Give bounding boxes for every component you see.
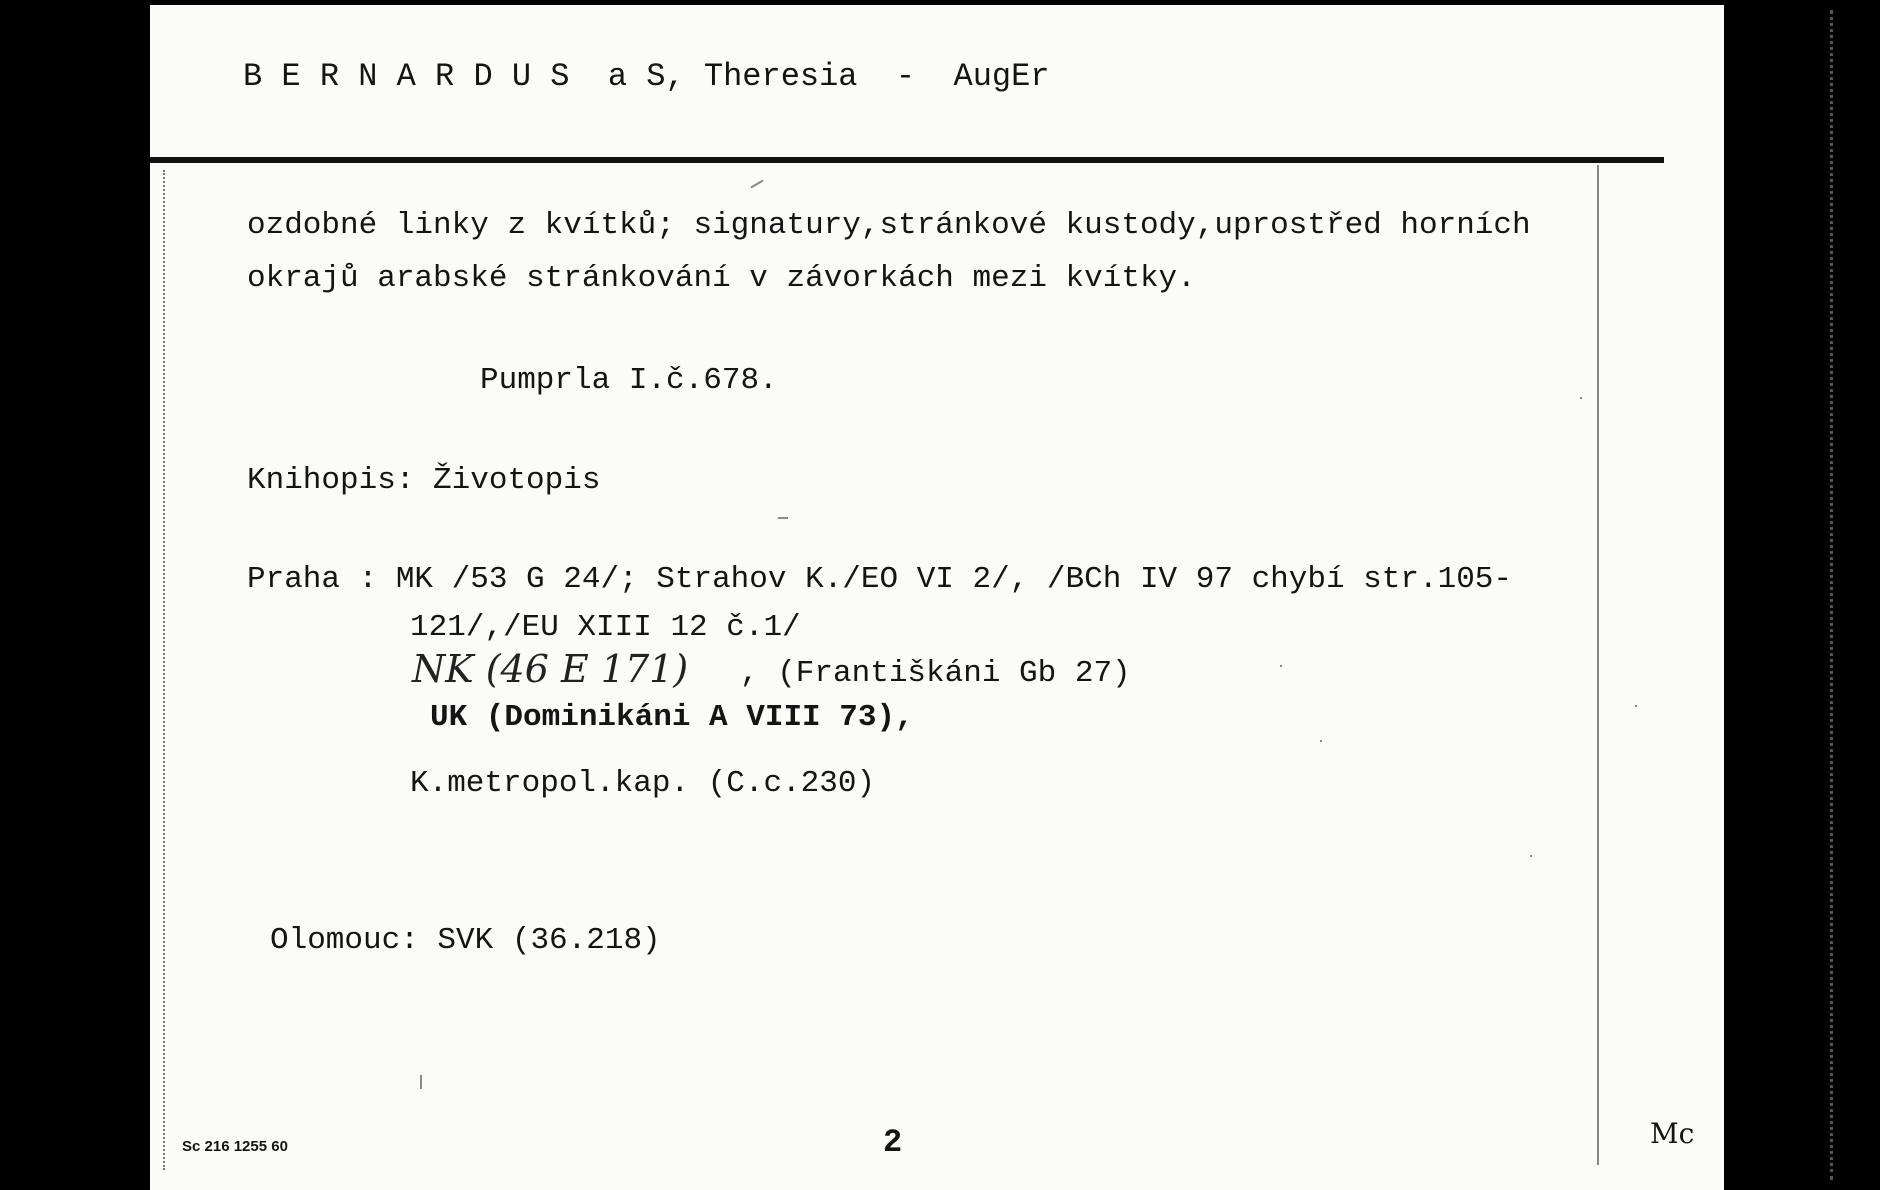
- scan-speck: [778, 517, 788, 519]
- left-margin-line: [163, 170, 165, 1170]
- scan-speck: [1320, 740, 1322, 742]
- cataloger-initials: Mc: [1650, 1117, 1695, 1150]
- scan-speck: [1530, 855, 1532, 857]
- handwritten-nk-shelfmark: NK (46 E 171): [412, 647, 689, 691]
- print-code: Sc 216 1255 60: [182, 1138, 288, 1155]
- franciscan-holding: , (Františkáni Gb 27): [740, 656, 1131, 691]
- scan-speck: [1635, 705, 1637, 707]
- praha-holdings-line-2: 121/,/EU XIII 12 č.1/: [410, 610, 801, 645]
- pumprla-reference: Pumprla I.č.678.: [480, 363, 778, 398]
- page-number: 2: [883, 1124, 903, 1161]
- praha-holdings-line-1: Praha : MK /53 G 24/; Strahov K./EO VI 2/, /BCh IV 97 chybí str.105-: [247, 562, 1513, 597]
- uk-dominican-holding: UK (Dominikáni A VIII 73),: [430, 700, 914, 735]
- scan-speck: [1580, 397, 1582, 399]
- scan-speck: [750, 180, 763, 189]
- catalog-card: [150, 5, 1724, 1190]
- scan-speck: [1280, 665, 1282, 667]
- card-header-title: B E R N A R D U S a S, Theresia - AugEr: [243, 58, 1050, 95]
- right-margin-line: [1597, 165, 1599, 1165]
- description-line-1: ozdobné linky z kvítků; signatury,stránkové kustody,uprostřed horních: [247, 208, 1531, 243]
- knihopis-reference: Knihopis: Životopis: [247, 463, 601, 498]
- metropolitan-chapter-holding: K.metropol.kap. (C.c.230): [410, 766, 876, 801]
- description-line-2: okrajů arabské stránkování v závorkách mezi kvítky.: [247, 261, 1196, 296]
- scan-speck: [420, 1075, 422, 1089]
- header-rule: [150, 157, 1664, 163]
- right-edge-scan-dots: [1830, 10, 1833, 1180]
- olomouc-holdings: Olomouc: SVK (36.218): [270, 923, 661, 958]
